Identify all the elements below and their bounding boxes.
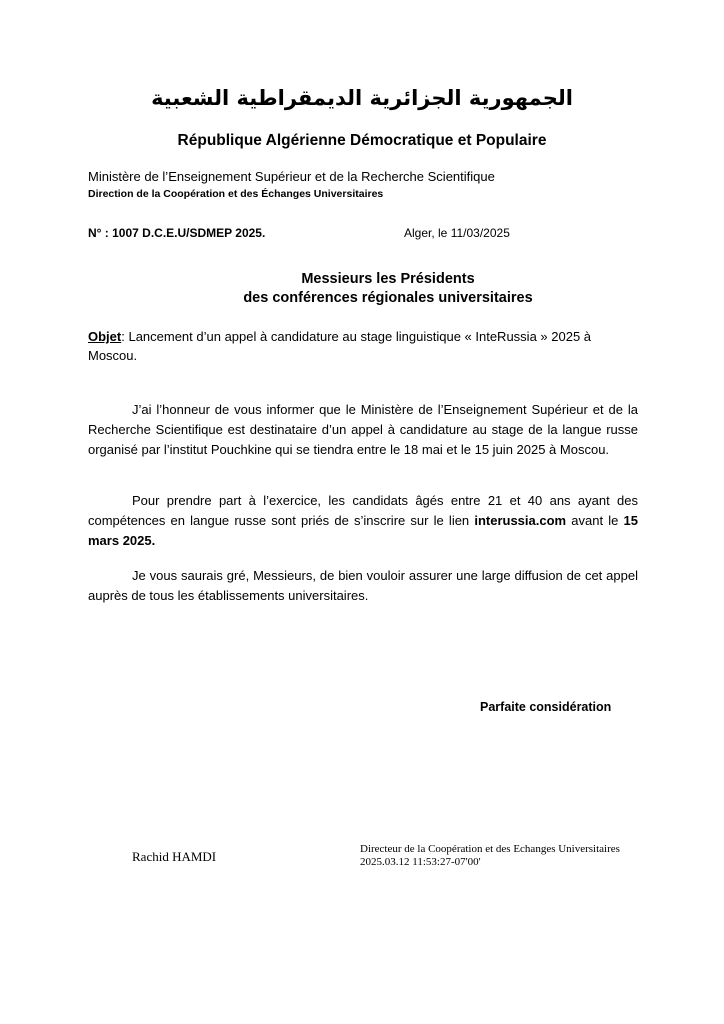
object-label: Objet [88, 329, 122, 344]
paragraph-2-text: Pour prendre part à l’exercice, les candidats âgés entre 21 et 40 ans ayant des compétences en langue russe sont priés de s’inscrire sur le lien [88, 493, 638, 528]
signatory-name: Rachid HAMDI [132, 849, 217, 864]
recipient-line-1: Messieurs les Présidents [301, 271, 475, 287]
recipient-block [228, 270, 548, 308]
body-paragraph-1: J’ai l’honneur de vous informer que le Ministère de l’Enseignement Supérieur et de la Recherche Scientifique est destinataire d’un appel à candidature au stage de la langue russe organisé par l’institut Pouchkine qui se tiendra entre le 18 mai et le 15 juin 2025 à Moscou. [88, 402, 638, 457]
reference-number: N° : 1007 D.C.E.U/SDMEP 2025. [88, 226, 266, 240]
arabic-republic-title: الجمهورية الجزائرية الديمقراطية الشعبية [151, 86, 573, 110]
recipient-line-2: des conférences régionales universitaires [243, 290, 533, 306]
place-date: Alger, le 11/03/2025 [404, 226, 510, 240]
paragraph-2-text-b: avant le [566, 513, 624, 528]
direction-name: Direction de la Coopération et des Échanges Universitaires [88, 188, 384, 200]
object-text: : Lancement d’un appel à candidature au stage linguistique « InteRussia » 2025 à Moscou. [88, 329, 592, 363]
deadline-date: 15 mars 2025. [88, 513, 638, 548]
body-paragraph-2 [88, 491, 638, 551]
body-paragraph-3: Je vous saurais gré, Messieurs, de bien vouloir assurer une large diffusion de cet appel auprès de tous les établissements universitaires. [88, 568, 638, 603]
signature-block [360, 843, 620, 869]
republic-title: République Algérienne Démocratique et Populaire [177, 132, 547, 149]
object-line [88, 327, 640, 365]
signatory-title: Directeur de la Coopération et des Echanges Universitaires [360, 843, 620, 855]
closing-formula: Parfaite considération [480, 700, 612, 714]
ministry-name: Ministère de l’Enseignement Supérieur et de la Recherche Scientifique [88, 169, 495, 184]
registration-link: interussia.com [474, 513, 567, 528]
signature-timestamp: 2025.03.12 11:53:27-07'00' [360, 856, 481, 868]
